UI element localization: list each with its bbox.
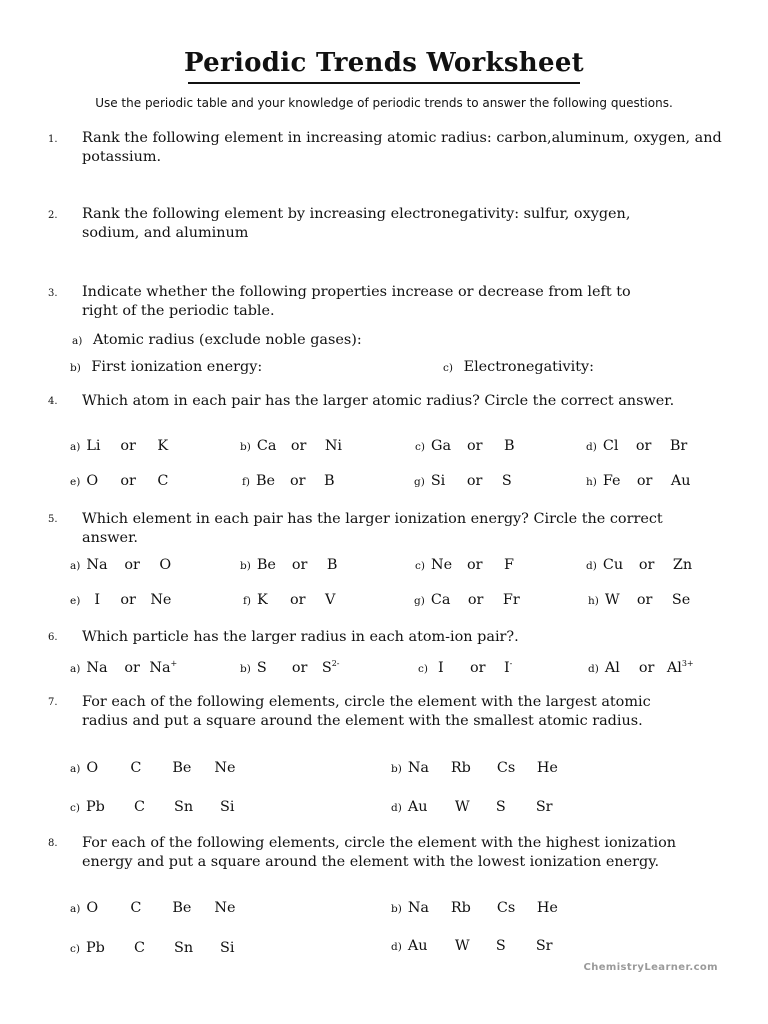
answer-pair (240, 557, 337, 573)
sub-text: First ionization energy: (91, 359, 263, 375)
question-number: 7. (48, 697, 58, 708)
pair-or: or (466, 557, 483, 573)
pair-option[interactable]: W (604, 592, 620, 608)
answer-pair (70, 473, 168, 489)
pair-option[interactable]: O (86, 473, 99, 489)
element-set (70, 900, 235, 916)
element-option[interactable]: Rb (450, 760, 471, 776)
pair-option[interactable]: S (501, 473, 512, 489)
pair-or: or (124, 557, 140, 573)
pair-label: f) (243, 595, 251, 607)
pair-label: g) (414, 476, 425, 488)
element-option[interactable]: Si (219, 940, 235, 956)
element-set (391, 900, 558, 916)
element-option[interactable]: S (495, 938, 506, 954)
pair-or: or (124, 660, 140, 676)
answer-pair (414, 592, 520, 608)
pair-option[interactable] (504, 660, 512, 676)
pair-option[interactable]: B (326, 557, 338, 573)
question-text: Which element in each pair has the larger ionization energy? Circle the correct answer. (82, 511, 663, 546)
pair-or: or (120, 438, 136, 454)
answer-pair (415, 557, 514, 573)
element-option[interactable]: W (454, 938, 470, 954)
set-label: c) (70, 802, 80, 814)
set-label: c) (70, 943, 80, 955)
pair-or: or (635, 438, 652, 454)
pair-label: c) (418, 663, 428, 675)
element-option[interactable]: Sn (173, 799, 194, 815)
answer-pair (70, 557, 171, 573)
pair-label: a) (70, 441, 81, 453)
pair-or: or (636, 592, 653, 608)
pair-label: a) (70, 560, 81, 572)
answer-pair (243, 592, 335, 608)
pair-option[interactable]: O (159, 557, 172, 573)
pair-or: or (291, 557, 308, 573)
pair-label: d) (588, 663, 599, 675)
pair-label: e) (70, 595, 81, 607)
pair-option[interactable]: Na (86, 557, 108, 573)
answer-pair (415, 438, 515, 454)
question-text: For each of the following elements, circle the element with the largest atomic radius and put a square around the element with the smallest atomic radius. (82, 694, 651, 729)
set-label: d) (391, 941, 402, 953)
pair-or: or (291, 660, 308, 676)
element-set (391, 799, 553, 815)
pair-option[interactable]: Ne (150, 592, 172, 608)
element-option[interactable]: Au (407, 938, 428, 954)
pair-option[interactable]: Ca (430, 592, 451, 608)
pair-option[interactable]: Ni (324, 438, 343, 454)
pair-label: b) (240, 441, 251, 453)
pair-option[interactable] (149, 660, 177, 676)
question-number: 4. (48, 396, 58, 407)
pair-or: or (636, 473, 653, 489)
pair-or: or (290, 438, 307, 454)
ion-charge: + (170, 659, 178, 668)
ion-charge: 2- (331, 659, 340, 668)
sub-label: a) (72, 335, 83, 347)
pair-option[interactable]: B (503, 438, 515, 454)
question-number: 2. (48, 210, 58, 221)
pair-option[interactable]: Li (86, 438, 101, 454)
answer-pair (242, 473, 335, 489)
pair-label: f) (242, 476, 250, 488)
element-symbol: I (503, 660, 510, 676)
answer-pair (70, 438, 168, 454)
element-set (70, 940, 234, 956)
pair-label: d) (586, 560, 597, 572)
element-option[interactable]: Cs (496, 900, 516, 916)
pair-or: or (120, 473, 136, 489)
element-option[interactable]: Sn (173, 940, 194, 956)
answer-pair (240, 438, 342, 454)
pair-or: or (638, 660, 655, 676)
question-number: 5. (48, 514, 58, 525)
element-option[interactable]: Rb (450, 900, 471, 916)
pair-option[interactable]: Al (604, 660, 620, 676)
pair-option[interactable]: Be (256, 557, 276, 573)
question-text: Rank the following element by increasing electronegativity: sulfur, oxygen, sodium, and aluminum (82, 206, 631, 241)
answer-pair (70, 592, 171, 608)
element-option[interactable]: Na (407, 760, 429, 776)
element-option[interactable]: Au (407, 799, 428, 815)
pair-option[interactable]: S (256, 660, 267, 676)
pair-option[interactable]: Si (430, 473, 446, 489)
answer-pair (240, 659, 339, 676)
answer-pair (586, 473, 691, 489)
sub-label: c) (443, 362, 453, 374)
question-text: Which atom in each pair has the larger atomic radius? Circle the correct answer. (82, 393, 675, 409)
pair-option[interactable]: I (94, 592, 100, 608)
pair-option[interactable]: Ca (256, 438, 277, 454)
question-text: For each of the following elements, circle the element with the highest ionization energy and put a square around the element with the lowest ionization energy. (82, 835, 677, 870)
element-option[interactable]: He (536, 900, 558, 916)
pair-option[interactable]: B (323, 473, 335, 489)
pair-option[interactable]: Cu (602, 557, 624, 573)
pair-option[interactable]: Fe (602, 473, 621, 489)
pair-label: e) (70, 476, 81, 488)
answer-pair (588, 592, 690, 608)
pair-label: d) (586, 441, 597, 453)
element-set (70, 799, 234, 815)
set-label: a) (70, 903, 81, 915)
pair-or: or (467, 592, 484, 608)
answer-pair (70, 659, 177, 676)
element-option[interactable]: Si (219, 799, 235, 815)
element-set (70, 760, 235, 776)
answer-pair (588, 659, 694, 676)
pair-option[interactable]: Br (669, 438, 688, 454)
question-text: Rank the following element in increasing atomic radius: carbon,aluminum, oxygen, and potassium. (82, 130, 722, 165)
pair-or: or (289, 473, 306, 489)
pair-or: or (466, 473, 483, 489)
pair-or: or (469, 660, 486, 676)
pair-option[interactable] (667, 660, 694, 676)
element-option[interactable]: Ne (214, 760, 236, 776)
pair-label: c) (415, 441, 425, 453)
element-option[interactable]: C (133, 940, 145, 956)
element-set (391, 760, 558, 776)
pair-option[interactable]: F (503, 557, 514, 573)
element-symbol: Al (666, 660, 682, 676)
set-label: b) (391, 903, 402, 915)
ion-charge: - (509, 659, 513, 668)
element-option[interactable]: Pb (85, 799, 105, 815)
element-option[interactable]: O (86, 760, 99, 776)
sub-question (70, 359, 262, 375)
pair-option[interactable]: K (157, 438, 169, 454)
pair-option[interactable]: Fr (502, 592, 520, 608)
answer-pair (586, 438, 687, 454)
element-option[interactable]: Sr (535, 799, 553, 815)
pair-or: or (289, 592, 306, 608)
sub-text: Atomic radius (exclude noble gases): (92, 332, 362, 348)
answer-pair (418, 659, 512, 676)
pair-label: g) (414, 595, 425, 607)
pair-option[interactable]: Zn (672, 557, 693, 573)
pair-label: b) (240, 560, 251, 572)
element-option[interactable]: Cs (496, 760, 516, 776)
element-set (391, 938, 553, 954)
element-option[interactable]: Na (407, 900, 429, 916)
pair-label: c) (415, 560, 425, 572)
title-underline (188, 82, 580, 84)
element-option[interactable]: W (454, 799, 470, 815)
set-label: b) (391, 763, 402, 775)
question-number: 3. (48, 288, 58, 299)
element-symbol: S (321, 660, 332, 676)
set-label: a) (70, 763, 81, 775)
pair-label: h) (586, 476, 597, 488)
pair-or: or (120, 592, 136, 608)
pair-option[interactable] (322, 660, 340, 676)
answer-pair (586, 557, 692, 573)
element-option[interactable]: C (130, 760, 142, 776)
pair-option[interactable]: Ga (430, 438, 452, 454)
watermark: ChemistryLearner.com (583, 962, 718, 973)
question-text: Indicate whether the following properties increase or decrease from left to right of the periodic table. (82, 284, 631, 319)
element-option[interactable]: C (133, 799, 145, 815)
set-label: d) (391, 802, 402, 814)
element-option[interactable]: S (495, 799, 506, 815)
instructions: Use the periodic table and your knowledge of periodic trends to answer the following questions. (95, 96, 673, 110)
ion-charge: 3+ (681, 659, 694, 668)
pair-or: or (638, 557, 655, 573)
question-number: 8. (48, 838, 58, 849)
element-option[interactable]: Sr (535, 938, 553, 954)
pair-option[interactable]: C (157, 473, 169, 489)
sub-text: Electronegativity: (463, 359, 595, 375)
pair-or: or (466, 438, 483, 454)
pair-label: b) (240, 663, 251, 675)
pair-option[interactable]: I (437, 660, 444, 676)
element-option[interactable]: O (86, 900, 99, 916)
element-option[interactable]: He (536, 760, 558, 776)
pair-label: h) (588, 595, 599, 607)
sub-label: b) (70, 362, 81, 374)
element-symbol: Na (149, 660, 171, 676)
pair-label: a) (70, 663, 81, 675)
element-option[interactable]: Be (172, 760, 192, 776)
pair-option[interactable]: Au (670, 473, 691, 489)
question-text: Which particle has the larger radius in each atom-ion pair?. (82, 629, 519, 645)
element-option[interactable]: Be (172, 900, 192, 916)
pair-option[interactable]: Ne (430, 557, 453, 573)
page-title: Periodic Trends Worksheet (184, 48, 584, 78)
pair-option[interactable]: Be (255, 473, 276, 489)
question-number: 6. (48, 632, 58, 643)
element-option[interactable]: Pb (85, 940, 105, 956)
sub-question (72, 332, 362, 348)
element-option[interactable]: Ne (214, 900, 236, 916)
element-option[interactable]: C (130, 900, 142, 916)
pair-option[interactable]: V (324, 592, 336, 608)
question-number: 1. (48, 134, 58, 145)
answer-pair (414, 473, 512, 489)
pair-option[interactable]: K (256, 592, 268, 608)
pair-option[interactable]: Na (86, 660, 108, 676)
pair-option[interactable]: Se (671, 592, 691, 608)
pair-option[interactable]: Cl (602, 438, 619, 454)
sub-question (443, 359, 594, 375)
